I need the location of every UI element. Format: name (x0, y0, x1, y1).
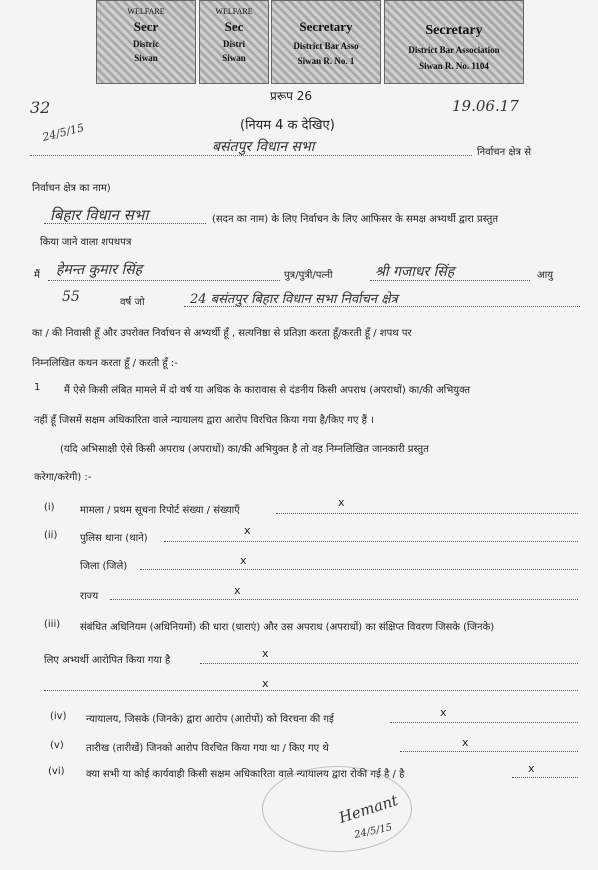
cross-mark: x (338, 496, 345, 509)
dotted-line (276, 513, 578, 514)
item-number: (iii) (44, 619, 61, 630)
declaration-line: का / की निवासी हूँ और उपरोक्त निर्वाचन से अभ्यर्थी हूँ , सत्यनिष्ठा से प्रतिज्ञा करता हूँ/करती हूँ / शपथ पर (32, 328, 412, 339)
stamp-text: District Bar Association (408, 45, 500, 55)
dotted-line (164, 541, 578, 542)
dotted-line (110, 599, 578, 600)
dotted-line (44, 690, 578, 691)
dotted-line (512, 777, 578, 778)
cross-mark: x (462, 736, 469, 749)
bar-association-stamp (384, 0, 524, 84)
section-text: नहीं हूँ जिसमें सक्षम अधिकारिता वाले न्यायालय द्वारा आरोप विरचित किया गया है/किए गए हैं । (34, 415, 374, 426)
label: वर्ष जो (120, 297, 145, 308)
item-number: (vi) (48, 766, 65, 777)
item-label: लिए अभ्यर्थी आरोपित किया गया है (44, 655, 171, 666)
court-fee-stamp (199, 0, 269, 84)
item-number: (i) (44, 502, 55, 513)
item-label: मामला / प्रथम सूचना रिपोर्ट संख्या / संख्याएँ (80, 505, 240, 516)
dotted-line (370, 280, 530, 281)
stamp-text: Distri (223, 39, 245, 49)
dotted-line (48, 280, 280, 281)
handwritten-name: हेमन्त कुमार सिंह (56, 262, 142, 278)
cross-mark: x (528, 762, 535, 775)
label: (सदन का नाम) के लिए निर्वाचन के लिए आफिसर के समक्ष अभ्यर्थी द्वारा प्रस्तुत (212, 214, 499, 225)
label: आयु (537, 270, 554, 281)
label: पुत्र/पुत्री/पत्नी (284, 270, 333, 281)
item-label: तारीख (तारीखें) जिनको आरोप विरचित किया गया था / किए गए थे (86, 743, 329, 754)
section-note: (यदि अभिसाक्षी ऐसे किसी अपराध (अपराधों) का/की अभियुक्त है तो वह निम्नलिखित जानकारी प्रस्तुत (60, 444, 429, 455)
stamp-text: WELFARE (215, 7, 253, 16)
stamp-text: Distric (133, 39, 159, 49)
item-number: (iv) (50, 711, 67, 722)
bar-association-stamp (271, 0, 381, 84)
dotted-line (44, 223, 206, 224)
dotted-line (200, 663, 578, 664)
item-label: पुलिस थाना (थाने) (80, 533, 148, 544)
rule-reference: (नियम 4 क देखिए) (240, 118, 335, 133)
stamp-text: Siwan R. No. 1 (297, 56, 355, 66)
signature-date: 24/5/15 (353, 822, 394, 841)
label: निर्वाचन क्षेत्र से (477, 147, 531, 158)
dotted-line (400, 751, 578, 752)
section-note: करेगा/करेगी) :- (34, 472, 92, 483)
item-label: न्यायालय, जिसके (जिनके) द्वारा आरोप (आरोपों) को विरचना की गई (86, 714, 334, 725)
cross-mark: x (234, 584, 241, 597)
stamp-text: Sec (224, 19, 244, 34)
handwritten-house: बिहार विधान सभा (50, 206, 149, 224)
label: मैं (34, 270, 40, 281)
signature: Hemant (336, 791, 401, 827)
stamp-text: District Bar Asso (293, 41, 359, 51)
declaration-line: निम्नलिखित कथन करता हूँ / करती हूँ :- (32, 358, 178, 369)
stamp-text: Siwan R. No. 1104 (419, 61, 489, 71)
dotted-line (30, 155, 472, 156)
court-fee-stamp (96, 0, 196, 84)
item-label: संबंधित अधिनियम (अधिनियमों) की धारा (धाराएं) और उस अपराध (अपराधों) का संक्षिप्त विवरण जिसके (जिनके) (80, 622, 495, 633)
item-number: (v) (50, 740, 64, 751)
item-number: (ii) (44, 530, 58, 541)
cross-mark: x (262, 677, 269, 690)
cross-mark: x (262, 647, 269, 660)
handwritten-age: 55 (62, 289, 80, 305)
stamp-text: Secretary (425, 23, 483, 38)
stamp-text: Siwan (222, 53, 246, 63)
dotted-line (390, 722, 578, 723)
cross-mark: x (244, 524, 251, 537)
stamp-text: WELFARE (127, 7, 165, 16)
label: निर्वाचन क्षेत्र का नाम) (32, 183, 111, 194)
section-text: मैं ऐसे किसी लंबित मामले में दो वर्ष या अधिक के कारावास से दंडनीय किसी अपराध (अपराधों) का/की अभियुक्त (64, 385, 471, 396)
label: किया जाने वाला शपथपत्र (40, 237, 132, 248)
handwritten-constituency: बसंतपुर विधान सभा (212, 139, 315, 155)
section-number: 1 (34, 382, 41, 393)
dotted-line (140, 569, 578, 570)
margin-note: 19.06.17 (452, 97, 519, 115)
stamp-text: Siwan (134, 53, 158, 63)
dotted-line (184, 306, 580, 307)
stamp-text: Secr (133, 19, 159, 34)
item-label: राज्य (80, 591, 99, 602)
margin-note: 24/5/15 (41, 121, 86, 144)
margin-note: 32 (30, 98, 51, 117)
handwritten-address: 24 बसंतपुर बिहार विधान सभा निर्वाचन क्षेत्र (190, 292, 398, 307)
cross-mark: x (440, 706, 447, 719)
item-label: जिला (जिले) (80, 561, 128, 572)
handwritten-father: श्री गजाधर सिंह (375, 264, 455, 280)
cross-mark: x (240, 554, 247, 567)
form-number: प्ररूप 26 (270, 89, 313, 103)
item-label: क्या सभी या कोई कार्यवाही किसी सक्षम अधिकारिता वाले न्यायालय द्वारा रोकी गई है / है (86, 769, 405, 780)
stamp-text: Secretary (299, 19, 353, 34)
